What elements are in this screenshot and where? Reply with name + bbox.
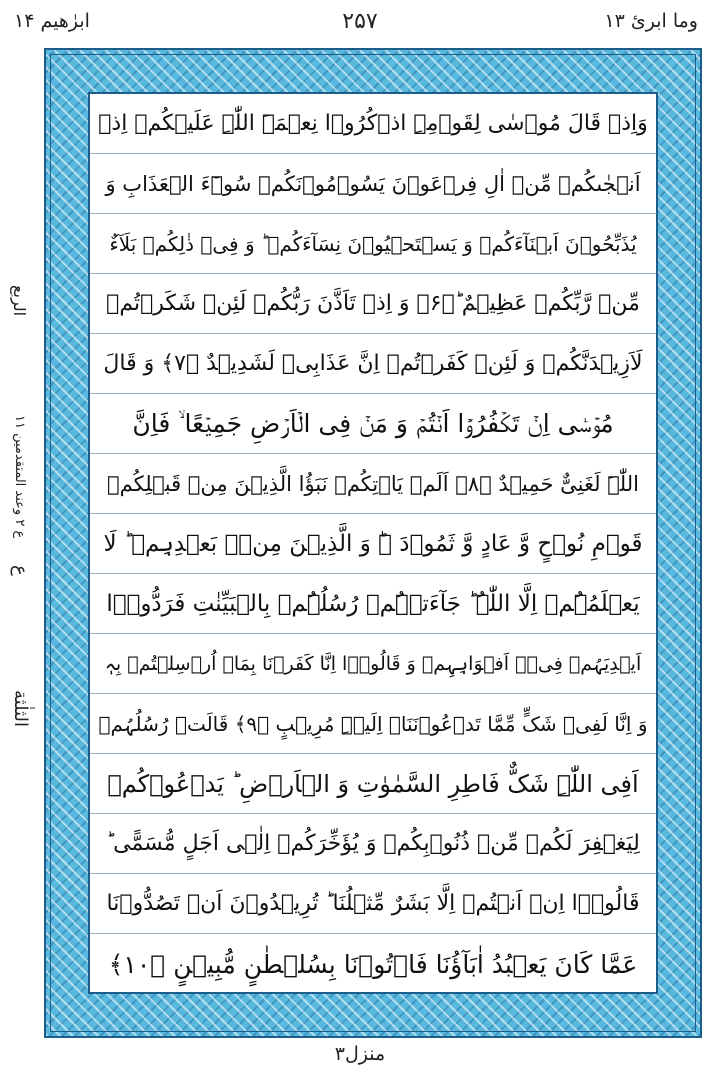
verse-line: مُوۡسٰۤی اِنۡ تَکۡفُرُوۡۤا اَنۡتُمۡ وَ مَنۡ فِی الۡاَرۡضِ جَمِیۡعًا ۙ فَاِنَّ: [90, 394, 656, 454]
verse-line: عَمَّا کَانَ یَعۡبُدُ اٰبَآؤُنَا فَاۡتُوۡنَا بِسُلۡطٰنٍ مُّبِیۡنٍ ﴿۱۰﴾: [108, 949, 638, 979]
verse-line: وَاِذۡ قَالَ مُوۡسٰی لِقَوۡمِہِ اذۡکُرُوۡا نِعۡمَۃَ اللّٰہِ عَلَیۡکُمۡ اِذۡ: [90, 94, 656, 154]
ruku-marker: ع: [10, 565, 31, 576]
quran-text-panel: [88, 92, 658, 994]
verse-line: اَیۡدِیَہُمۡ فِیۡۤ اَفۡوَاہِہِمۡ وَ قَالُوۡۤا اِنَّا کَفَرۡنَا بِمَاۤ اُرۡسِلۡتُمۡ بِہٖ: [90, 634, 656, 694]
verse-line: قَوۡمِ نُوۡحٍ وَّ عَادٍ وَّ ثَمُوۡدَ ۬ؕ وَ الَّذِیۡنَ مِنۡۢ بَعۡدِہِمۡ ؕ لَا: [90, 514, 656, 574]
manzil-footer: منزل۳: [334, 1043, 386, 1065]
ruku-margin-label: الربع: [10, 285, 29, 317]
verse-line: اَنۡجٰىکُمۡ مِّنۡ اٰلِ فِرۡعَوۡنَ یَسُوۡمُوۡنَکُمۡ سُوۡٓءَ الۡعَذَابِ وَ: [90, 154, 656, 214]
margin-reference-note: ع ۲ وعند المتقدمین ۱۱: [12, 415, 27, 539]
verse-line: اللّٰہَ لَغَنِیٌّ حَمِیۡدٌ ﴿۸﴾ اَلَمۡ یَاۡتِکُمۡ نَبَؤُا الَّذِیۡنَ مِنۡ قَبۡلِکُمۡ: [90, 454, 656, 514]
juz-name-header: وما ابرئ ۱۳: [604, 10, 698, 32]
verse-line: لِیَغۡفِرَ لَکُمۡ مِّنۡ ذُنُوۡبِکُمۡ وَ یُؤَخِّرَکُمۡ اِلٰۤی اَجَلٍ مُّسَمًّی ؕ: [90, 814, 656, 874]
verse-line: یَعۡلَمُہُمۡ اِلَّا اللّٰہُ ؕ جَآءَتۡہُمۡ رُسُلُہُمۡ بِالۡبَیِّنٰتِ فَرَدُّوۡۤا: [90, 574, 656, 634]
page-number: ۲۵۷: [342, 9, 378, 34]
verse-line: اَفِی اللّٰہِ شَکٌّ فَاطِرِ السَّمٰوٰتِ وَ الۡاَرۡضِ ؕ یَدۡعُوۡکُمۡ: [90, 754, 656, 814]
verse-line: وَ اِنَّا لَفِیۡ شَکٍّ مِّمَّا تَدۡعُوۡنَنَاۤ اِلَیۡہِ مُرِیۡبٍ ﴿۹﴾ قَالَتۡ رُسُلُہُمۡ: [90, 694, 656, 754]
verse-line: قَالُوۡۤا اِنۡ اَنۡتُمۡ اِلَّا بَشَرٌ مِّثۡلُنَا ؕ تُرِیۡدُوۡنَ اَنۡ تَصُدُّوۡنَا: [90, 874, 656, 934]
decorative-border-frame: [44, 48, 702, 1038]
surah-name-header: ابرٰھیم ۱۴: [14, 10, 90, 32]
verse-line: یُذَبِّحُوۡنَ اَبۡنَآءَکُمۡ وَ یَسۡتَحۡیُوۡنَ نِسَآءَکُمۡ ؕ وَ فِیۡ ذٰلِکُمۡ بَلَآءٌ: [90, 214, 656, 274]
verse-line: مِّنۡ رَّبِّکُمۡ عَظِیۡمٌ ؕ﴿۶﴾ وَ اِذۡ تَاَذَّنَ رَبُّکُمۡ لَئِنۡ شَکَرۡتُمۡ: [90, 274, 656, 334]
verse-line: لَاَزِیۡدَنَّکُمۡ وَ لَئِنۡ کَفَرۡتُمۡ اِنَّ عَذَابِیۡ لَشَدِیۡدٌ ﴿۷﴾ وَ قَالَ: [90, 334, 656, 394]
thulth-margin-label: الثلٰثة: [10, 690, 31, 727]
